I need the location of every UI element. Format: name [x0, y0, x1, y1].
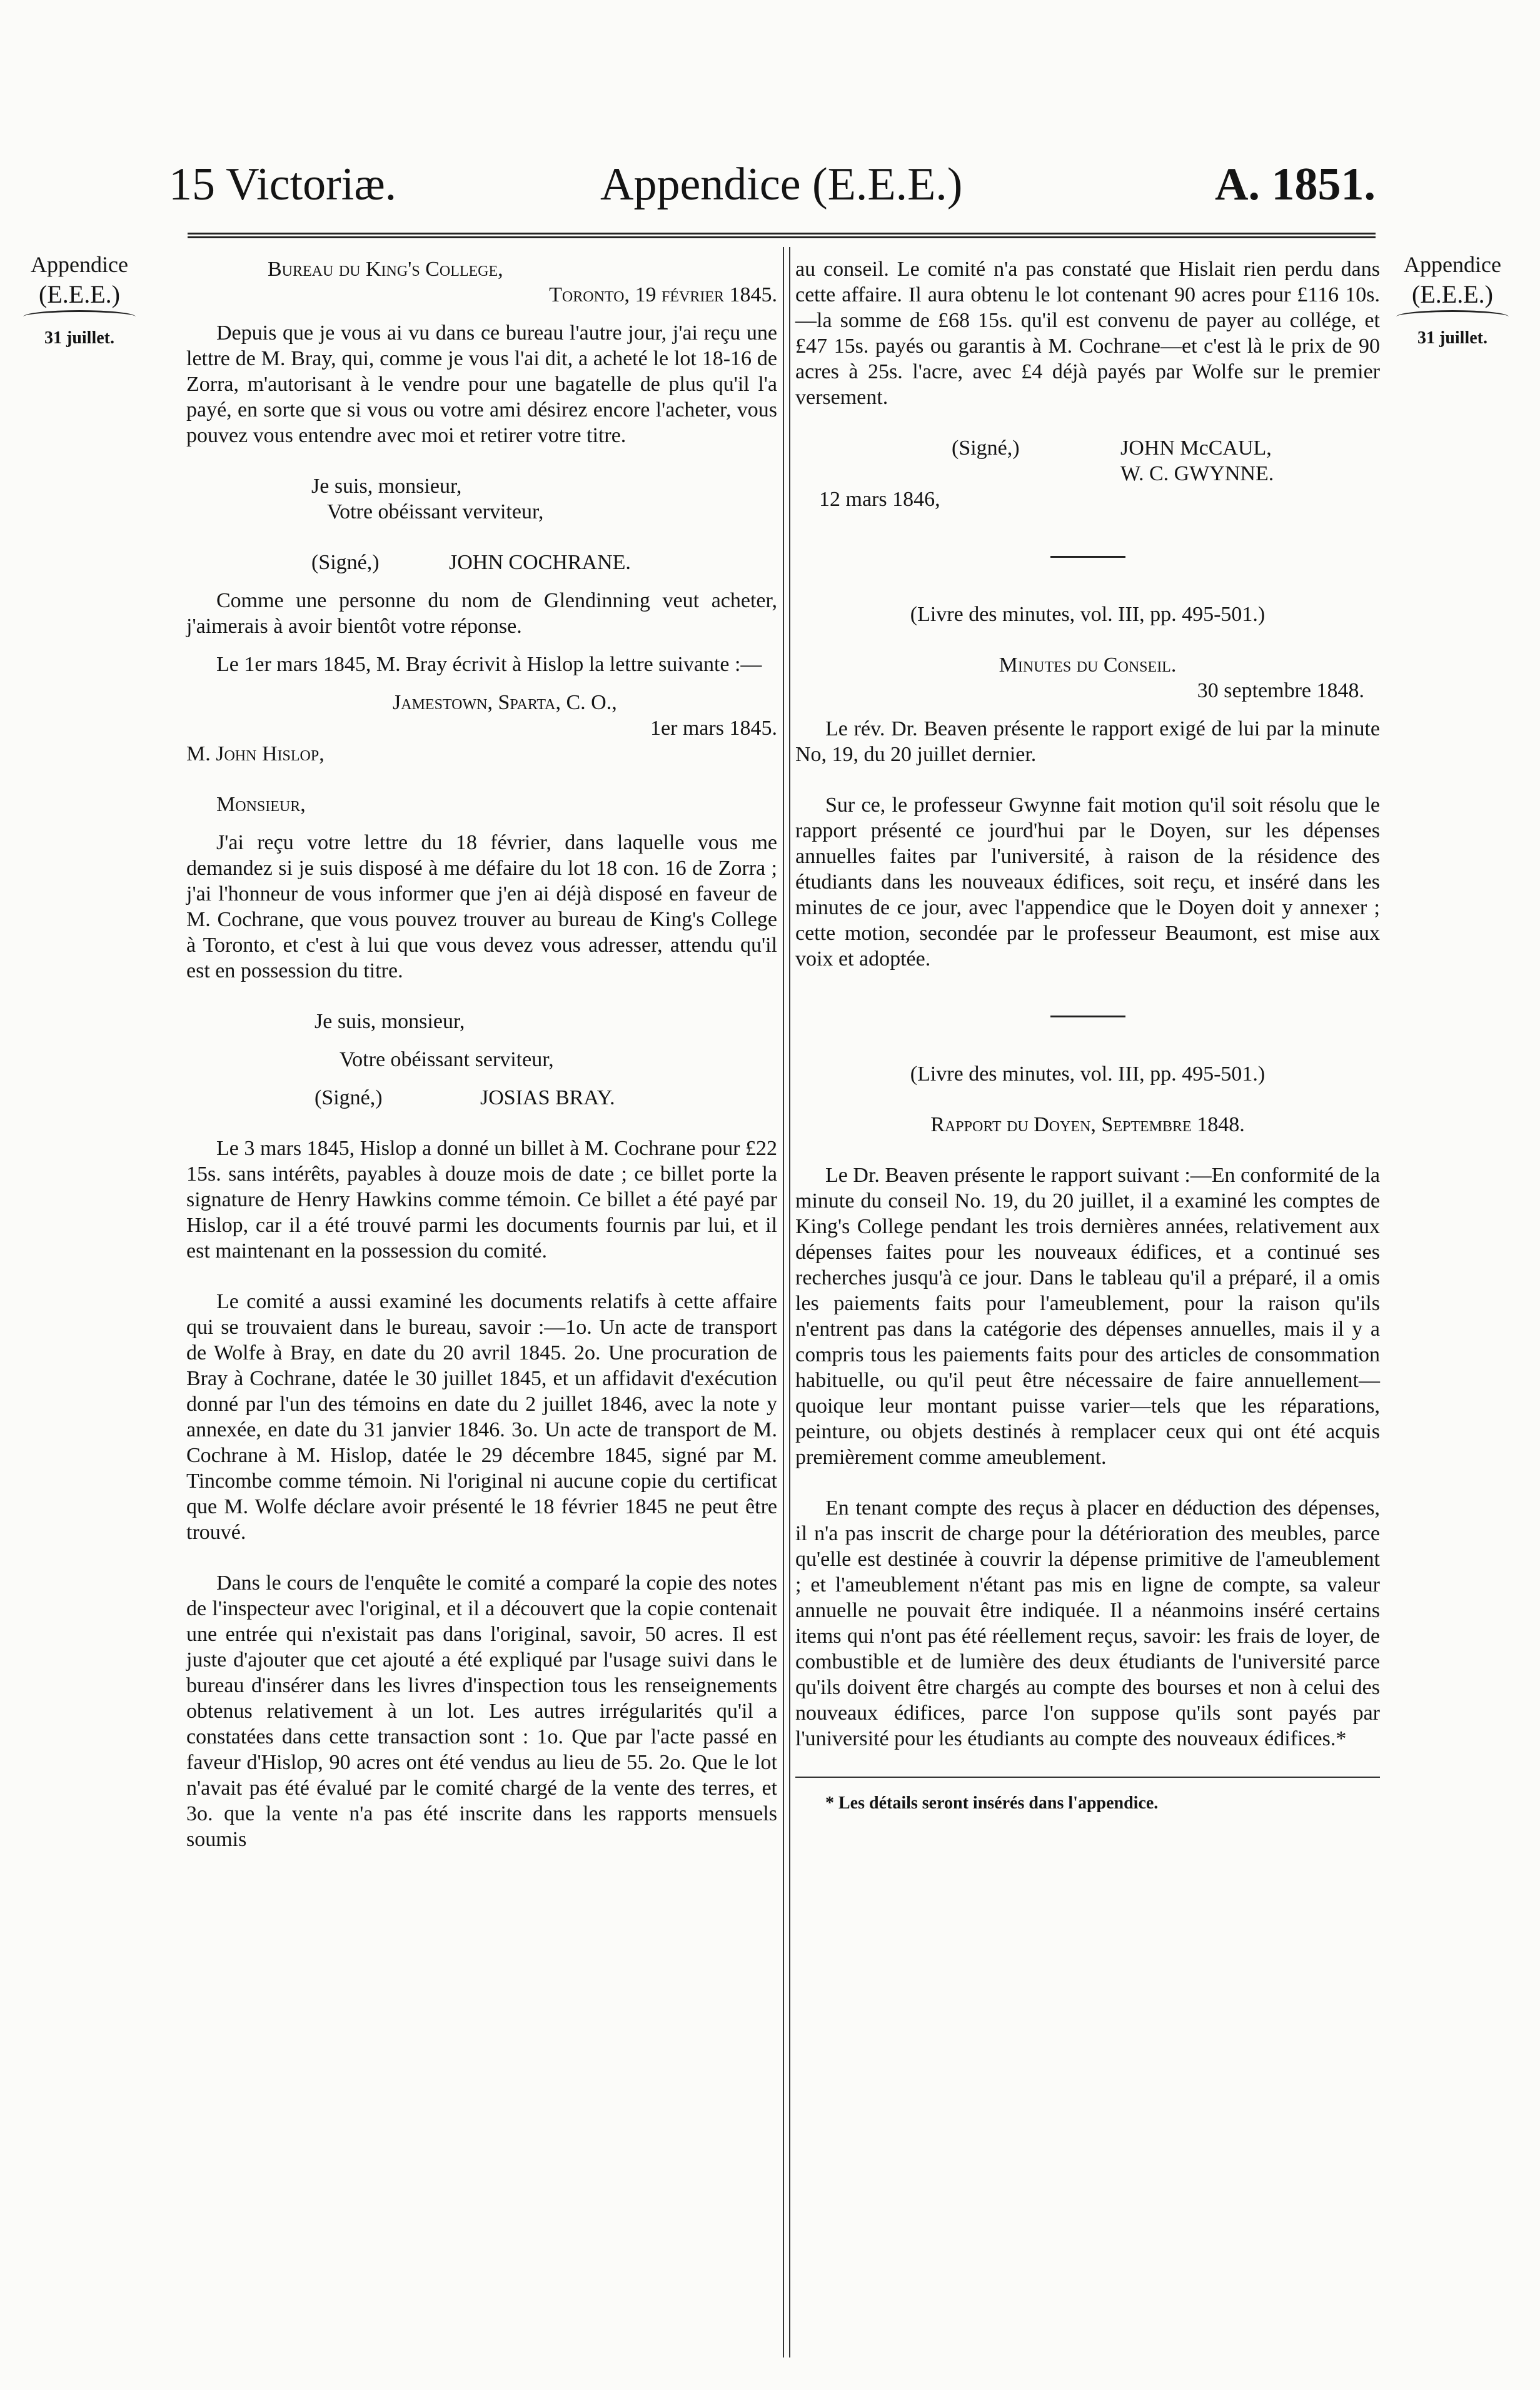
body-paragraph: Le 3 mars 1845, Hislop a donné un billet à M. Cochrane pour £22 15s. sans intérêts, payables à douze mois de date ; ce billet porte la signature de Henry Hawkins comme témoin. Ce billet a été payé par Hislop, car il a été trouvé parmi les documents fournis par lui, et il est maintenant en la possession du comité. — [186, 1137, 777, 1263]
letter-addressee: M. John Hislop, — [186, 742, 325, 765]
letter-date: Toronto, 19 février 1845. — [549, 283, 777, 306]
letter-paragraph: J'ai reçu votre lettre du 18 février, dans laquelle vous me demandez si je suis disposé à me défaire du lot 18 con. 16 de Zorra ; j'ai l'honneur de vous informer que j'en ai déjà disposé en faveur de M. Cochrane, que vous pouvez trouver au bureau de King's College à Toronto, et c'est à lui que vous devez vous adresser, attendu qu'il est en possession du titre. — [186, 831, 777, 982]
header-session: 15 Victoriæ. — [169, 159, 397, 210]
body-paragraph: au conseil. Le comité n'a pas constaté que Hislait rien perdu dans cette affaire. Il aura obtenu le lot contenant 90 acres pour £116 10s.—la somme de £68 15s. qu'il est convenu de payer au collége, et £47 15s. payés ou garantis à M. Cochrane—et c'est là le prix de 90 acres à 25s. l'acre, avec £4 déjà payés par Wolfe sur le premier versement. — [795, 258, 1380, 409]
body-paragraph: Sur ce, le professeur Gwynne fait motion qu'il soit résolu que le rapport présenté ce jourd'hui par le Doyen, sur les dépenses annuelles faites par l'université, à raison de la résidence des étudiants dans les nouveaux édifices, soit reçu, et inséré dans les minutes de ce jour, avec l'appendice que le Doyen doit y annexer ; cette motion, secondée par le professeur Beaumont, est mise aux voix et adoptée. — [795, 794, 1380, 971]
signature-name: JOSIAS BRAY. — [480, 1086, 615, 1109]
header-appendix: Appendice (E.E.E.) — [600, 159, 963, 210]
signature-name: W. C. GWYNNE. — [1120, 462, 1274, 485]
margin-note-date: 31 juillet. — [44, 328, 114, 348]
margin-note-code: (E.E.E.) — [1412, 280, 1493, 308]
signed-label: (Signé,) — [315, 1086, 383, 1109]
body-paragraph: Comme une personne du nom de Glendinning veut acheter, j'aimerais à avoir bientôt votre réponse. — [186, 589, 777, 638]
report-date: 12 mars 1846, — [819, 488, 940, 511]
body-paragraph: Dans le cours de l'enquête le comité a comparé la copie des notes de l'inspecteur avec l'original, et il a découvert que la copie contenait une entrée qui n'existait pas dans l'original, savoir, 50 acres. Il est juste d'ajouter que cet ajouté a été expliqué par l'usage suivi dans le bureau d'insérer dans les livres d'inspection tous les renseignements obtenus relativement à un lot. Les autres irrégularités qu'il a constatées dans cette transaction sont : 1o. Que par l'acte passé en faveur d'Hislop, 90 acres ont été vendus au lieu de 55. 2o. Que le lot n'avait pas été évalué par le comité chargé de la vente des terres, et 3o. que la vente n'a pas été inscrite dans les rapports mensuels soumis — [186, 1571, 777, 1851]
left-column — [186, 256, 777, 1852]
header-double-rule — [188, 233, 1376, 238]
margin-note-code: (E.E.E.) — [39, 280, 120, 308]
body-paragraph: Le 1er mars 1845, M. Bray écrivit à Hislop la lettre suivante :— — [216, 653, 762, 676]
letter-closing: Votre obéissant serviteur, — [340, 1048, 554, 1071]
section-heading: Minutes du Conseil. — [999, 653, 1177, 677]
margin-note-right — [1393, 250, 1512, 350]
letter-place: Jamestown, Sparta, C. O., — [393, 691, 617, 714]
letter-paragraph: Depuis que je vous ai vu dans ce bureau l'autre jour, j'ai reçu une lettre de M. Bray, qui, comme je vous l'ai dit, a acheté le lot 18-16 de Zorra, m'autorisant à le vendre pour une bagatelle de plus qu'il l'a payé, en sorte que si vous ou votre ami désirez encore l'acheter, vous pouvez vous entendre avec moi et retirer votre titre. — [186, 321, 777, 447]
section-date: 30 septembre 1848. — [1197, 679, 1364, 702]
margin-note-label: Appendice — [31, 252, 128, 277]
letter-place: Bureau du King's College, — [268, 258, 503, 281]
letter-date: 1er mars 1845. — [650, 717, 777, 740]
column-divider — [783, 247, 790, 2357]
body-paragraph: En tenant compte des reçus à placer en déduction des dépenses, il n'a pas inscrit de charge pour la détérioration des meubles, parce qu'elle est destinée à couvrir la dépense primitive de l'ameublement ; et l'ameublement n'étant pas mis en ligne de compte, sa valeur annuelle ne pouvait être indiquée. Il a néanmoins inséré certains items qui n'ont pas été réellement reçus, savoir: les frais de loyer, de combustible et de lumière des deux étudiants de l'université parce qu'ils doivent être chargés au compte des bourses et non à celui des nouveaux édifices, parce l'on suppose qu'ils sont payés par l'université pour les étudiants au compte des nouveaux édifices.* — [795, 1496, 1380, 1750]
margin-note-left — [20, 250, 139, 350]
signed-label: (Signé,) — [952, 436, 1020, 460]
body-paragraph: Le comité a aussi examiné les documents relatifs à cette affaire qui se trouvaient dans le bureau, savoir :—1o. Un acte de transport de Wolfe à Bray, en date du 20 avril 1845. 2o. Une procuration de Bray à Cochrane, datée le 30 juillet 1845, et un affidavit d'exécution donné par l'un des témoins en date du 2 juillet 1846, avec la note y annexée, en date du 31 janvier 1846. 3o. Un acte de transport de M. Cochrane à M. Hislop, datée le 29 décembre 1845, signé par M. Tincombe comme témoin. Ni l'original ni aucune copie du certificat que M. Wolfe déclare avoir présenté le 18 février 1845 ne peut être trouvé. — [186, 1290, 777, 1544]
margin-brace — [23, 310, 136, 323]
header-year: A. 1851. — [1215, 159, 1376, 210]
letter-salutation: Monsieur, — [216, 793, 306, 816]
signed-label: (Signé,) — [311, 551, 380, 574]
letter-closing: Je suis, monsieur, — [315, 1010, 465, 1033]
signature-name: JOHN McCAUL, — [1120, 436, 1272, 460]
margin-brace — [1396, 310, 1509, 323]
body-paragraph: Le Dr. Beaven présente le rapport suivant :—En conformité de la minute du conseil No. 19, du 20 juillet, il a examiné les comptes de King's College pendant les trois dernières années, relativement aux dépenses faites pour les nouveaux édifices, et a continué ses recherches jusqu'à ce jour. Dans le tableau qu'il a préparé, il a omis les paiements faits pour l'ameublement, pour la raison qu'ils n'entrent pas dans la catégorie des dépenses annuelles, mais il y a compris tous les paiements faits pour des articles de consommation habituelle, ou qu'il peut être nécessaire de faire annuellement—quoique leur montant puisse varier—tels que les réparations, peinture, ou objets destinés à remplacer ceux qui ont été acquis premièrement comme ameublement. — [795, 1164, 1380, 1469]
letter-closing: Votre obéissant verviteur, — [327, 500, 544, 523]
signature-name: JOHN COCHRANE. — [449, 551, 631, 574]
letter-closing: Je suis, monsieur, — [311, 475, 462, 498]
right-column — [795, 256, 1380, 1816]
minutes-reference: (Livre des minutes, vol. III, pp. 495-501.) — [910, 1062, 1266, 1086]
footnote: * Les détails seront insérés dans l'appendice. — [825, 1793, 1159, 1813]
body-paragraph: Le rév. Dr. Beaven présente le rapport exigé de lui par la minute No, 19, du 20 juillet dernier. — [795, 717, 1380, 766]
minutes-reference: (Livre des minutes, vol. III, pp. 495-501.) — [910, 603, 1266, 626]
running-header — [169, 150, 1376, 219]
margin-note-date: 31 juillet. — [1417, 328, 1487, 348]
section-heading: Rapport du Doyen, Septembre 1848. — [930, 1113, 1245, 1136]
margin-note-label: Appendice — [1404, 252, 1501, 277]
